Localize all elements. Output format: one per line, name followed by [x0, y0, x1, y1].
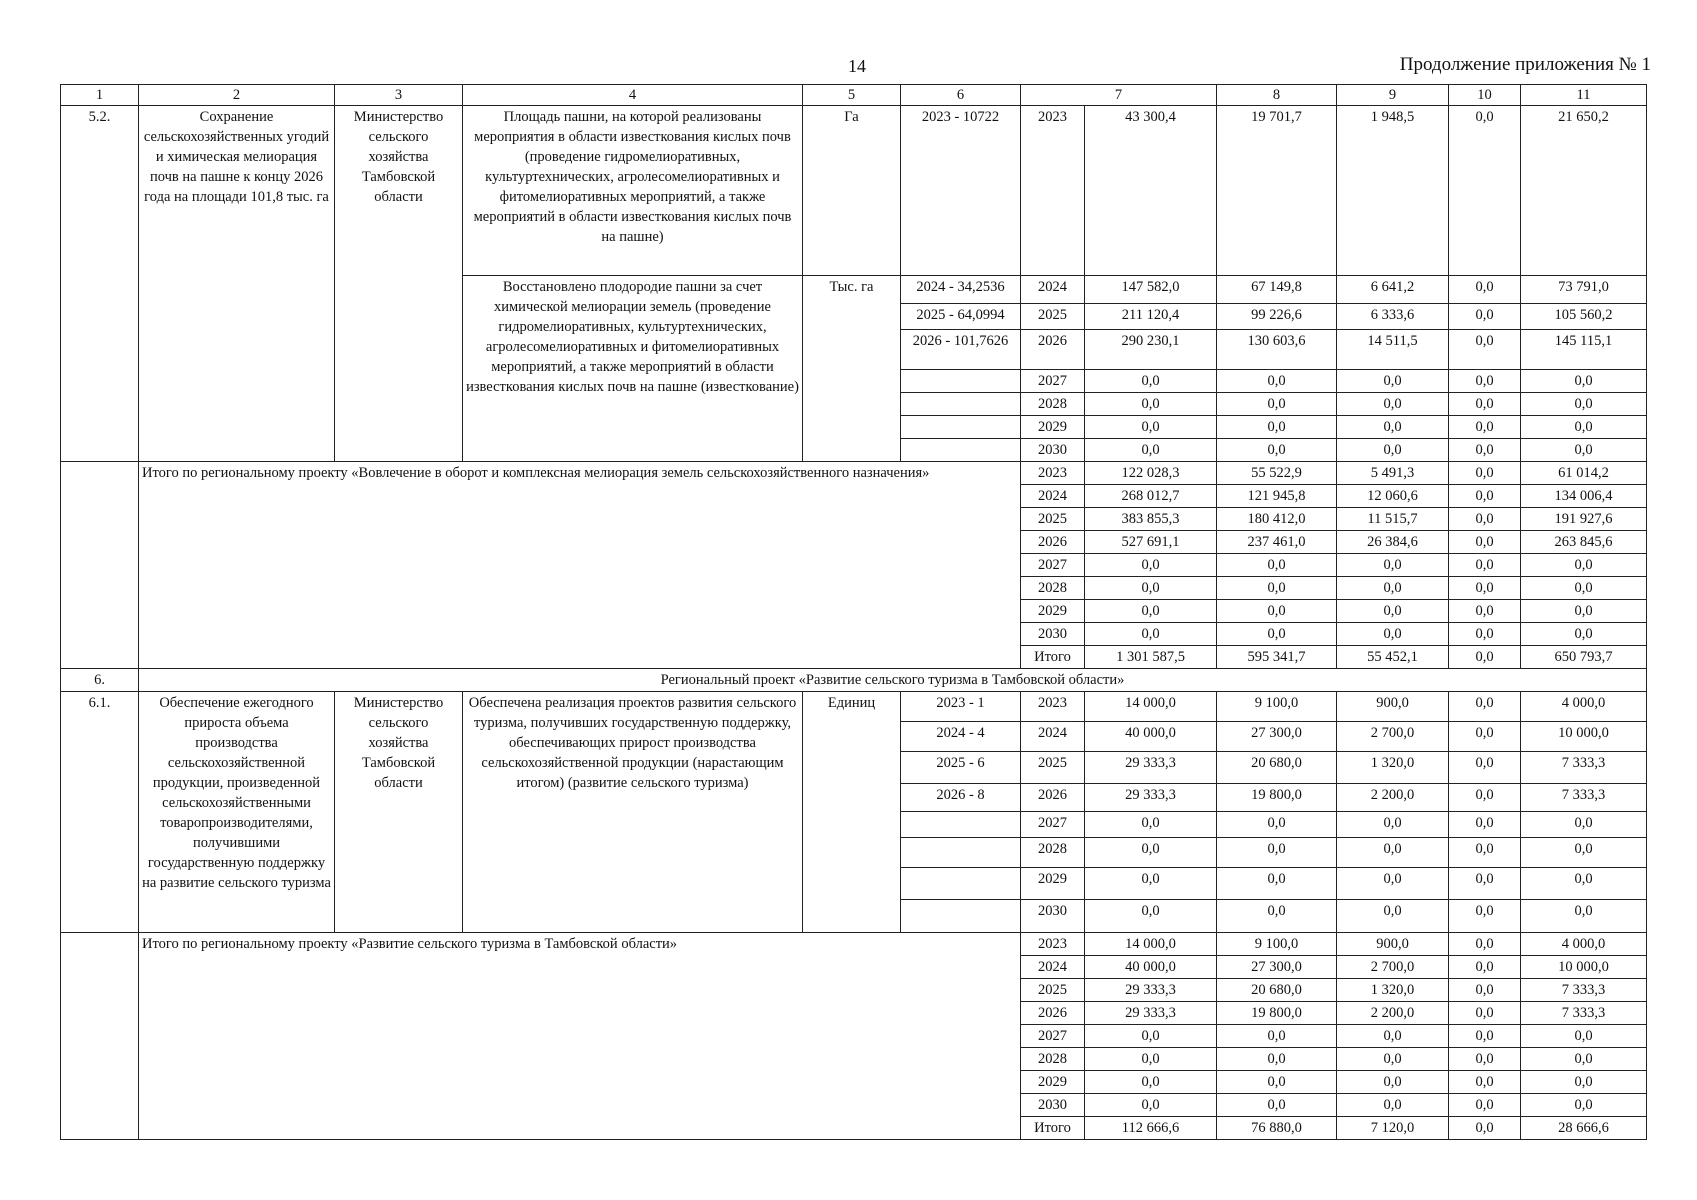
value-cell: 0,0: [1521, 1094, 1647, 1117]
value-cell: 211 120,4: [1085, 304, 1217, 330]
year-cell: 2027: [1021, 370, 1085, 393]
year-cell: 2029: [1021, 600, 1085, 623]
value-cell: 19 800,0: [1217, 784, 1337, 812]
value-cell: 14 000,0: [1085, 692, 1217, 722]
value-cell: 19 701,7: [1217, 106, 1337, 276]
column-header: 11: [1521, 85, 1647, 106]
value-cell: 5 491,3: [1337, 462, 1449, 485]
year-cell: 2023: [1021, 692, 1085, 722]
value-cell: 67 149,8: [1217, 276, 1337, 304]
empty-cell: [61, 462, 139, 669]
value-cell: 0,0: [1085, 439, 1217, 462]
year-cell: 2024: [1021, 956, 1085, 979]
value-cell: 29 333,3: [1085, 979, 1217, 1002]
value-cell: 0,0: [1449, 646, 1521, 669]
value-cell: 0,0: [1217, 577, 1337, 600]
value-cell: 0,0: [1449, 508, 1521, 531]
value-cell: 40 000,0: [1085, 956, 1217, 979]
ministry-name: Министерство сельского хозяйства Тамбовской области: [335, 692, 463, 933]
value-cell: 0,0: [1085, 1071, 1217, 1094]
value-cell: 2 700,0: [1337, 956, 1449, 979]
value-cell: 0,0: [1449, 416, 1521, 439]
value-cell: 0,0: [1217, 812, 1337, 838]
value-cell: 0,0: [1449, 784, 1521, 812]
value-cell: 0,0: [1449, 1048, 1521, 1071]
column-header: 5: [803, 85, 901, 106]
task-name: Сохранение сельскохозяйственных угодий и химическая мелиорация почв на пашне к концу 2026 года на площади 101,8 тыс. га: [139, 106, 335, 462]
year-cell: 2029: [1021, 416, 1085, 439]
period-cell: 2025 - 6: [901, 752, 1021, 784]
year-cell: 2029: [1021, 1071, 1085, 1094]
value-cell: 0,0: [1449, 330, 1521, 370]
value-cell: 134 006,4: [1521, 485, 1647, 508]
value-cell: 0,0: [1217, 868, 1337, 900]
period-cell: [901, 868, 1021, 900]
value-cell: 0,0: [1449, 812, 1521, 838]
value-cell: 290 230,1: [1085, 330, 1217, 370]
value-cell: 0,0: [1085, 416, 1217, 439]
value-cell: 0,0: [1449, 752, 1521, 784]
unit-cell: Единиц: [803, 692, 901, 933]
value-cell: 0,0: [1085, 812, 1217, 838]
table-row: [61, 85, 1647, 106]
table-row: [61, 669, 1647, 692]
value-cell: 0,0: [1449, 577, 1521, 600]
table-row: [61, 692, 1647, 722]
value-cell: 0,0: [1217, 1025, 1337, 1048]
value-cell: 0,0: [1449, 304, 1521, 330]
value-cell: 6 641,2: [1337, 276, 1449, 304]
value-cell: 112 666,6: [1085, 1117, 1217, 1140]
value-cell: 0,0: [1217, 554, 1337, 577]
year-cell: 2027: [1021, 812, 1085, 838]
section-number: 6.: [61, 669, 139, 692]
year-cell: 2030: [1021, 439, 1085, 462]
value-cell: 2 200,0: [1337, 784, 1449, 812]
indicator-name: Обеспечена реализация проектов развития сельского туризма, получивших государственную поддержку, обеспечивающих прирост производства сельскохозяйственной продукции (нарастающим итогом) (развитие сельского туризма): [463, 692, 803, 933]
year-cell: 2030: [1021, 1094, 1085, 1117]
period-cell: [901, 416, 1021, 439]
value-cell: 0,0: [1337, 554, 1449, 577]
page-number: 14: [848, 56, 866, 76]
task-name: Обеспечение ежегодного прироста объема производства сельскохозяйственной продукции, произведенной сельскохозяйственными товаропроизводителями, получившими государственную поддержку на развитие сельского туризма: [139, 692, 335, 933]
year-cell: 2025: [1021, 508, 1085, 531]
year-cell: 2026: [1021, 531, 1085, 554]
period-cell: [901, 900, 1021, 933]
value-cell: 0,0: [1337, 1094, 1449, 1117]
value-cell: 0,0: [1449, 838, 1521, 868]
value-cell: 29 333,3: [1085, 1002, 1217, 1025]
year-cell: 2028: [1021, 577, 1085, 600]
value-cell: 43 300,4: [1085, 106, 1217, 276]
value-cell: 0,0: [1449, 439, 1521, 462]
value-cell: 29 333,3: [1085, 784, 1217, 812]
value-cell: 4 000,0: [1521, 933, 1647, 956]
value-cell: 0,0: [1217, 370, 1337, 393]
value-cell: 9 100,0: [1217, 933, 1337, 956]
value-cell: 650 793,7: [1521, 646, 1647, 669]
year-cell: 2030: [1021, 623, 1085, 646]
value-cell: 55 522,9: [1217, 462, 1337, 485]
value-cell: 527 691,1: [1085, 531, 1217, 554]
value-cell: 0,0: [1449, 600, 1521, 623]
continuation-label: Продолжение приложения № 1: [1399, 54, 1651, 75]
year-cell: Итого: [1021, 1117, 1085, 1140]
value-cell: 0,0: [1085, 600, 1217, 623]
value-cell: 900,0: [1337, 933, 1449, 956]
value-cell: 76 880,0: [1217, 1117, 1337, 1140]
value-cell: 147 582,0: [1085, 276, 1217, 304]
value-cell: 0,0: [1449, 623, 1521, 646]
value-cell: 105 560,2: [1521, 304, 1647, 330]
column-header: 7: [1021, 85, 1217, 106]
value-cell: 0,0: [1521, 554, 1647, 577]
column-header: 3: [335, 85, 463, 106]
value-cell: 0,0: [1085, 1048, 1217, 1071]
value-cell: 29 333,3: [1085, 752, 1217, 784]
value-cell: 130 603,6: [1217, 330, 1337, 370]
value-cell: 0,0: [1217, 439, 1337, 462]
value-cell: 0,0: [1521, 416, 1647, 439]
value-cell: 19 800,0: [1217, 1002, 1337, 1025]
value-cell: 0,0: [1449, 370, 1521, 393]
value-cell: 7 333,3: [1521, 784, 1647, 812]
value-cell: 0,0: [1085, 1025, 1217, 1048]
row-number: 5.2.: [61, 106, 139, 462]
value-cell: 0,0: [1449, 900, 1521, 933]
value-cell: 0,0: [1449, 933, 1521, 956]
column-header: 2: [139, 85, 335, 106]
value-cell: 0,0: [1449, 554, 1521, 577]
value-cell: 0,0: [1521, 393, 1647, 416]
value-cell: 0,0: [1085, 554, 1217, 577]
total-label: Итого по региональному проекту «Вовлечение в оборот и комплексная мелиорация земель сельскохозяйственного назначения»: [139, 462, 1021, 669]
year-cell: 2025: [1021, 979, 1085, 1002]
value-cell: 0,0: [1217, 838, 1337, 868]
value-cell: 0,0: [1337, 370, 1449, 393]
section-title: Региональный проект «Развитие сельского туризма в Тамбовской области»: [139, 669, 1647, 692]
value-cell: 0,0: [1217, 1094, 1337, 1117]
value-cell: 7 333,3: [1521, 752, 1647, 784]
total-label: Итого по региональному проекту «Развитие сельского туризма в Тамбовской области»: [139, 933, 1021, 1140]
table-row: [61, 933, 1647, 956]
period-cell: 2023 - 1: [901, 692, 1021, 722]
value-cell: 0,0: [1337, 600, 1449, 623]
value-cell: 0,0: [1449, 1117, 1521, 1140]
year-cell: 2026: [1021, 330, 1085, 370]
value-cell: 0,0: [1521, 623, 1647, 646]
value-cell: 0,0: [1337, 623, 1449, 646]
value-cell: 0,0: [1085, 838, 1217, 868]
year-cell: 2025: [1021, 752, 1085, 784]
value-cell: 0,0: [1217, 416, 1337, 439]
year-cell: 2025: [1021, 304, 1085, 330]
value-cell: 0,0: [1449, 722, 1521, 752]
value-cell: 0,0: [1085, 1094, 1217, 1117]
value-cell: 2 700,0: [1337, 722, 1449, 752]
value-cell: 0,0: [1217, 393, 1337, 416]
column-header: 9: [1337, 85, 1449, 106]
value-cell: 0,0: [1449, 462, 1521, 485]
value-cell: 28 666,6: [1521, 1117, 1647, 1140]
value-cell: 0,0: [1521, 1025, 1647, 1048]
value-cell: 12 060,6: [1337, 485, 1449, 508]
value-cell: 0,0: [1521, 838, 1647, 868]
column-header: 10: [1449, 85, 1521, 106]
value-cell: 0,0: [1449, 956, 1521, 979]
value-cell: 383 855,3: [1085, 508, 1217, 531]
year-cell: 2024: [1021, 276, 1085, 304]
value-cell: 0,0: [1085, 370, 1217, 393]
value-cell: 27 300,0: [1217, 956, 1337, 979]
row-number: 6.1.: [61, 692, 139, 933]
value-cell: 0,0: [1521, 1048, 1647, 1071]
year-cell: 2024: [1021, 485, 1085, 508]
value-cell: 595 341,7: [1217, 646, 1337, 669]
table-row: [61, 462, 1647, 485]
value-cell: 121 945,8: [1217, 485, 1337, 508]
year-cell: 2030: [1021, 900, 1085, 933]
value-cell: 0,0: [1449, 531, 1521, 554]
year-cell: 2026: [1021, 784, 1085, 812]
value-cell: 0,0: [1085, 868, 1217, 900]
value-cell: 263 845,6: [1521, 531, 1647, 554]
period-cell: [901, 838, 1021, 868]
period-cell: 2026 - 8: [901, 784, 1021, 812]
value-cell: 20 680,0: [1217, 979, 1337, 1002]
value-cell: 0,0: [1337, 439, 1449, 462]
column-header: 4: [463, 85, 803, 106]
year-cell: 2027: [1021, 1025, 1085, 1048]
value-cell: 0,0: [1337, 900, 1449, 933]
value-cell: 0,0: [1337, 393, 1449, 416]
value-cell: 61 014,2: [1521, 462, 1647, 485]
value-cell: 0,0: [1449, 868, 1521, 900]
value-cell: 0,0: [1521, 1071, 1647, 1094]
value-cell: 0,0: [1449, 1071, 1521, 1094]
indicator-name: Площадь пашни, на которой реализованы мероприятия в области известкования кислых почв (проведение гидромелиоративных, культуртехнических, агролесомелиоративных и фитомелиоративных мероприятий, а также мероприятий в области известкования кислых почв на пашне): [463, 106, 803, 276]
unit-cell: Тыс. га: [803, 276, 901, 462]
value-cell: 0,0: [1521, 600, 1647, 623]
value-cell: 40 000,0: [1085, 722, 1217, 752]
value-cell: 7 333,3: [1521, 1002, 1647, 1025]
value-cell: 2 200,0: [1337, 1002, 1449, 1025]
year-cell: 2028: [1021, 1048, 1085, 1071]
value-cell: 0,0: [1449, 1094, 1521, 1117]
year-cell: Итого: [1021, 646, 1085, 669]
value-cell: 73 791,0: [1521, 276, 1647, 304]
value-cell: 7 120,0: [1337, 1117, 1449, 1140]
year-cell: 2027: [1021, 554, 1085, 577]
value-cell: 0,0: [1521, 439, 1647, 462]
value-cell: 1 320,0: [1337, 979, 1449, 1002]
appendix-table: [60, 84, 1647, 1140]
unit-cell: Га: [803, 106, 901, 276]
value-cell: 9 100,0: [1217, 692, 1337, 722]
value-cell: 145 115,1: [1521, 330, 1647, 370]
value-cell: 0,0: [1085, 900, 1217, 933]
value-cell: 0,0: [1337, 812, 1449, 838]
year-cell: 2026: [1021, 1002, 1085, 1025]
value-cell: 900,0: [1337, 692, 1449, 722]
value-cell: 0,0: [1337, 1025, 1449, 1048]
value-cell: 0,0: [1521, 868, 1647, 900]
period-cell: 2023 - 10722: [901, 106, 1021, 276]
year-cell: 2028: [1021, 393, 1085, 416]
value-cell: 0,0: [1521, 370, 1647, 393]
table-row: [61, 106, 1647, 276]
value-cell: 0,0: [1337, 416, 1449, 439]
value-cell: 0,0: [1521, 812, 1647, 838]
value-cell: 0,0: [1449, 1002, 1521, 1025]
value-cell: 26 384,6: [1337, 531, 1449, 554]
value-cell: 0,0: [1449, 106, 1521, 276]
value-cell: 0,0: [1449, 692, 1521, 722]
value-cell: 268 012,7: [1085, 485, 1217, 508]
value-cell: 0,0: [1449, 485, 1521, 508]
column-header: 8: [1217, 85, 1337, 106]
value-cell: 0,0: [1449, 1025, 1521, 1048]
value-cell: 10 000,0: [1521, 722, 1647, 752]
value-cell: 191 927,6: [1521, 508, 1647, 531]
year-cell: 2028: [1021, 838, 1085, 868]
value-cell: 0,0: [1337, 868, 1449, 900]
column-header: 1: [61, 85, 139, 106]
value-cell: 0,0: [1085, 393, 1217, 416]
value-cell: 0,0: [1449, 979, 1521, 1002]
value-cell: 0,0: [1217, 600, 1337, 623]
value-cell: 0,0: [1337, 577, 1449, 600]
value-cell: 0,0: [1337, 1048, 1449, 1071]
value-cell: 99 226,6: [1217, 304, 1337, 330]
value-cell: 1 301 587,5: [1085, 646, 1217, 669]
value-cell: 7 333,3: [1521, 979, 1647, 1002]
value-cell: 0,0: [1337, 1071, 1449, 1094]
value-cell: 0,0: [1217, 900, 1337, 933]
value-cell: 0,0: [1521, 577, 1647, 600]
year-cell: 2023: [1021, 106, 1085, 276]
year-cell: 2024: [1021, 722, 1085, 752]
period-cell: [901, 812, 1021, 838]
value-cell: 20 680,0: [1217, 752, 1337, 784]
empty-cell: [61, 933, 139, 1140]
period-cell: 2024 - 4: [901, 722, 1021, 752]
value-cell: 237 461,0: [1217, 531, 1337, 554]
value-cell: 0,0: [1085, 577, 1217, 600]
value-cell: 0,0: [1521, 900, 1647, 933]
period-cell: 2025 - 64,0994: [901, 304, 1021, 330]
value-cell: 55 452,1: [1337, 646, 1449, 669]
value-cell: 122 028,3: [1085, 462, 1217, 485]
value-cell: 1 948,5: [1337, 106, 1449, 276]
value-cell: 0,0: [1217, 1048, 1337, 1071]
indicator-name: Восстановлено плодородие пашни за счет химической мелиорации земель (проведение гидромелиоративных, культуртехнических, агролесомелиоративных и фитомелиоративных мероприятий, а также мероприятий в области известкования кислых почв на пашне (известкование): [463, 276, 803, 462]
column-header: 6: [901, 85, 1021, 106]
ministry-name: Министерство сельского хозяйства Тамбовской области: [335, 106, 463, 462]
value-cell: 0,0: [1449, 276, 1521, 304]
value-cell: 180 412,0: [1217, 508, 1337, 531]
value-cell: 0,0: [1449, 393, 1521, 416]
value-cell: 27 300,0: [1217, 722, 1337, 752]
value-cell: 0,0: [1217, 1071, 1337, 1094]
value-cell: 11 515,7: [1337, 508, 1449, 531]
value-cell: 14 000,0: [1085, 933, 1217, 956]
value-cell: 6 333,6: [1337, 304, 1449, 330]
period-cell: [901, 393, 1021, 416]
value-cell: 0,0: [1337, 838, 1449, 868]
value-cell: 10 000,0: [1521, 956, 1647, 979]
period-cell: [901, 370, 1021, 393]
value-cell: 1 320,0: [1337, 752, 1449, 784]
year-cell: 2023: [1021, 933, 1085, 956]
year-cell: 2023: [1021, 462, 1085, 485]
value-cell: 14 511,5: [1337, 330, 1449, 370]
year-cell: 2029: [1021, 868, 1085, 900]
period-cell: [901, 439, 1021, 462]
value-cell: 4 000,0: [1521, 692, 1647, 722]
value-cell: 0,0: [1085, 623, 1217, 646]
value-cell: 21 650,2: [1521, 106, 1647, 276]
value-cell: 0,0: [1217, 623, 1337, 646]
period-cell: 2024 - 34,2536: [901, 276, 1021, 304]
period-cell: 2026 - 101,7626: [901, 330, 1021, 370]
